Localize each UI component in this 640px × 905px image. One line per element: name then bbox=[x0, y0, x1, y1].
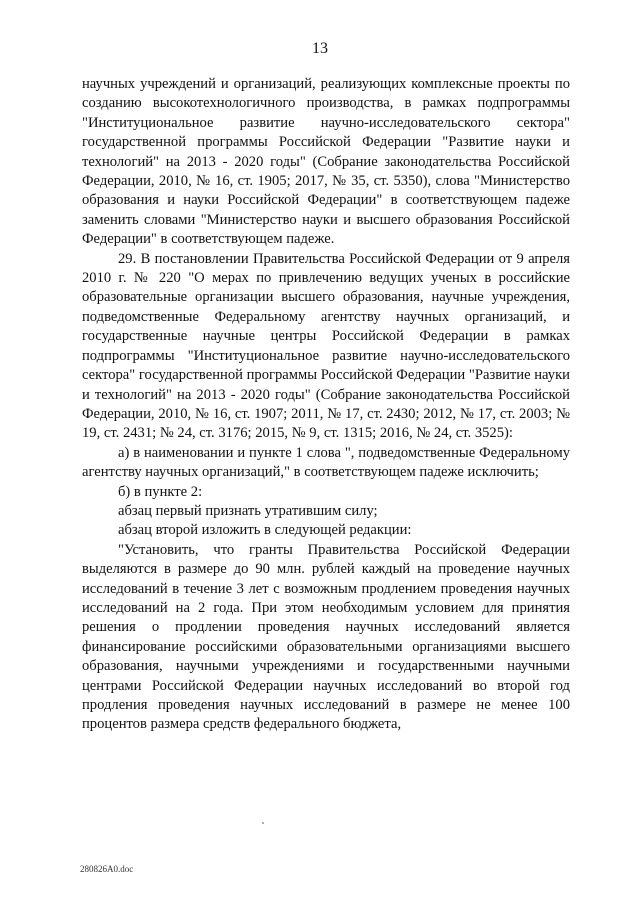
scan-speck bbox=[262, 822, 264, 824]
file-footer: 280826A0.doc bbox=[80, 864, 134, 874]
paragraph-abzac-1: абзац первый признать утратившим силу; bbox=[118, 502, 378, 519]
document-body bbox=[82, 75, 570, 735]
paragraph-subitem-a: а) в наименовании и пункте 1 слова ", подведомственные Федеральному агентству научных организаций," в соответствующем падеже исключить; bbox=[82, 444, 570, 481]
paragraph-subitem-b: б) в пункте 2: bbox=[118, 483, 203, 500]
paragraph-quoted-text: "Установить, что гранты Правительства Российской Федерации выделяются в размере до 90 млн. рублей каждый на проведение научных исследований в течение 3 лет с возможным продлением проведения научных исследований на 2 года. При этом необходимым условием для принятия решения о продлении проведения научных исследований является финансирование российскими образовательными организациями высшего образования, научными учреждениями и государственными научными центрами Российской Федерации научных исследований во второй год продления проведения научных исследований в размере не менее 100 процентов размера средств федерального бюджета, bbox=[82, 541, 570, 733]
paragraph-item-29: 29. В постановлении Правительства Российской Федерации от 9 апреля 2010 г. № 220 "О мерах по привлечению ведущих ученых в российские образовательные организации высшего образования, научные учреждения, подведомственные Федеральному агентству научных организаций, и государственные научные центры Российской Федерации в рамках подпрограммы "Институциональное развитие научно-исследовательского сектора" государственной программы Российской Федерации "Развитие науки и технологий" на 2013 - 2020 годы" (Собрание законодательства Российской Федерации, 2010, № 16, ст. 1907; 2011, № 17, ст. 2430; 2012, № 17, ст. 2003; № 19, ст. 2431; № 24, ст. 3176; 2015, № 9, ст. 1315; 2016, № 24, ст. 3525): bbox=[82, 250, 570, 442]
paragraph-abzac-2: абзац второй изложить в следующей редакции: bbox=[118, 522, 412, 539]
paragraph-continuation: научных учреждений и организаций, реализующих комплексные проекты по созданию высокотехнологичного производства, в рамках подпрограммы "Институциональное развитие научно-исследовательского сектора" государственной программы Российской Федерации "Развитие науки и технологий" на 2013 - 2020 годы" (Собрание законодательства Российской Федерации, 2010, № 16, ст. 1905; 2017, № 35, ст. 5350), слова "Министерство образования и науки Российской Федерации" в соответствующем падеже заменить словами "Министерство науки и высшего образования Российской Федерации" в соответствующем падеже. bbox=[82, 76, 570, 248]
page-number: 13 bbox=[312, 40, 328, 57]
